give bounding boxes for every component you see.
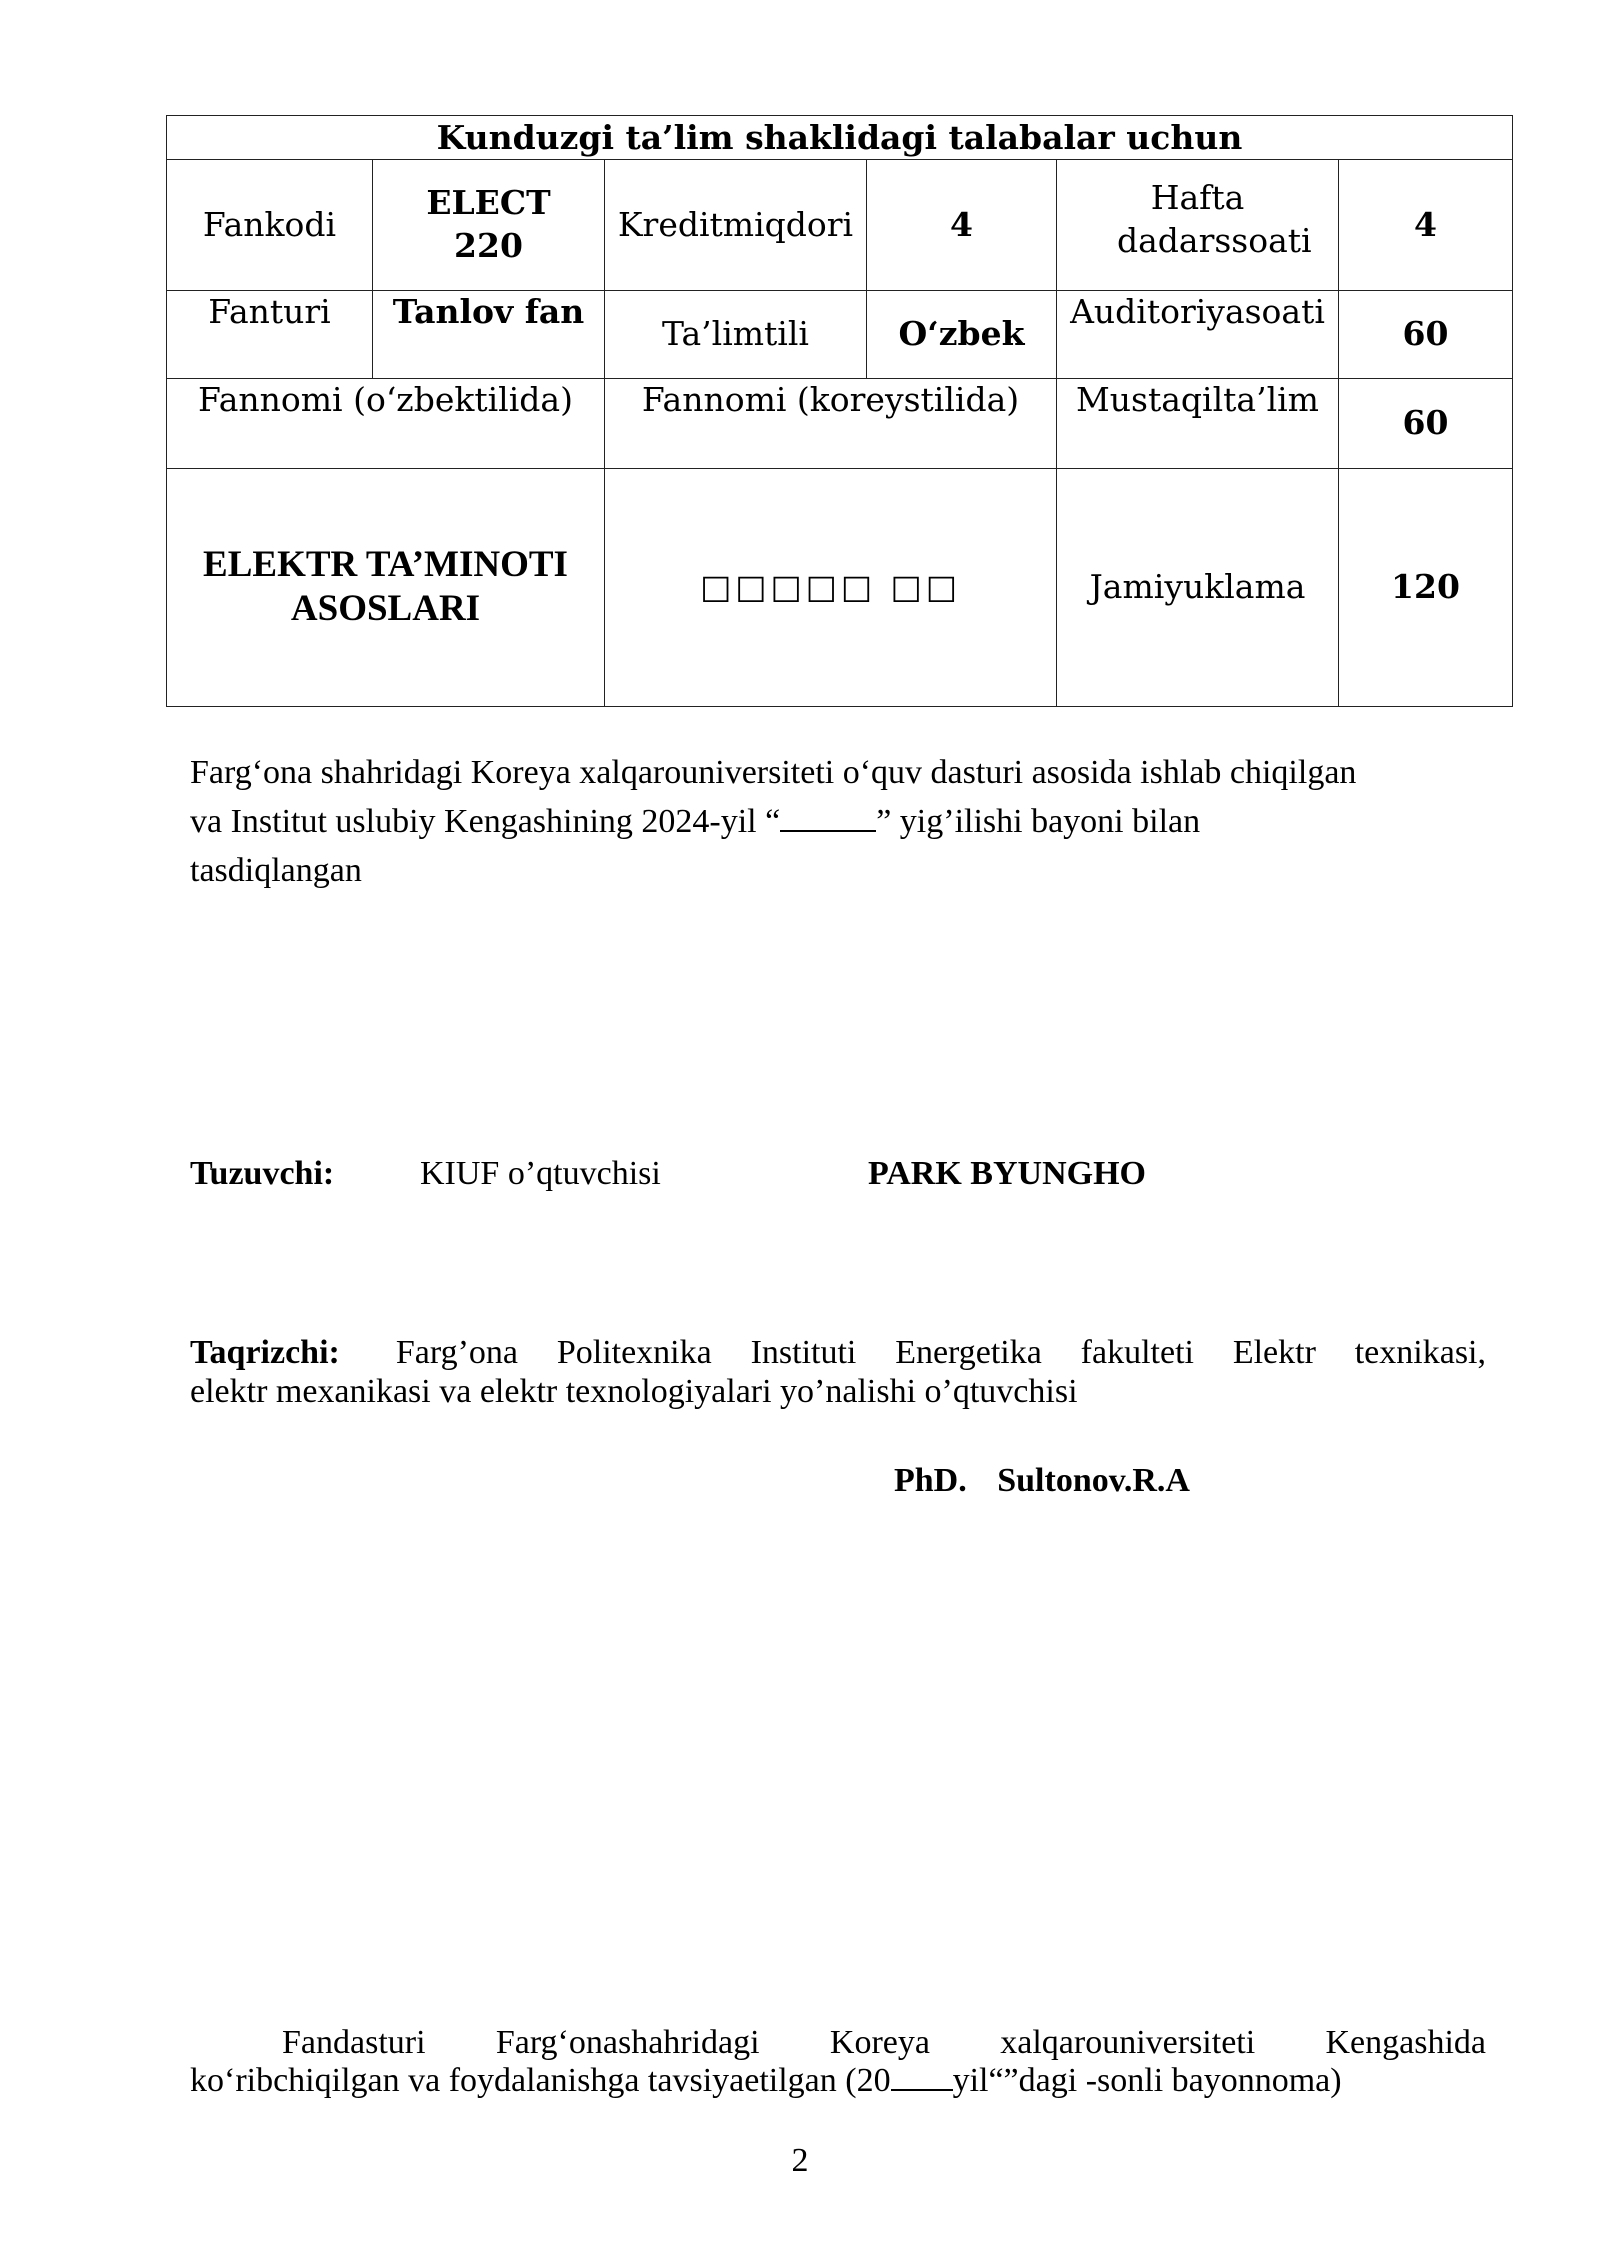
course-type-value: Tanlov fan — [373, 291, 605, 379]
credit-label: Kreditmiqdori — [605, 160, 867, 291]
compiler-name: PARK BYUNGHO — [868, 1155, 1146, 1192]
course-code-label: Fankodi — [167, 160, 373, 291]
page-number: 2 — [791, 2142, 809, 2179]
footer-line-1: Fandasturi Farg‘onashahridagi Koreya xalqarouniversiteti Kengashida — [282, 2024, 1486, 2061]
footer-line-2: ko‘ribchiqilgan va foydalanishga tavsiyaetilgan (20 yil“”dagi -sonli bayonnoma) — [190, 2062, 1342, 2099]
compiler-line — [190, 1149, 1146, 1198]
compiler-label: Tuzuvchi: — [190, 1155, 335, 1192]
total-load-label: Jamiyuklama — [1057, 468, 1339, 706]
course-code-value: ELECT 220 — [373, 160, 605, 291]
approval-line-1: Farg‘ona shahridagi Koreya xalqarouniversiteti o‘quv dasturi asosida ishlab chiqilgan — [190, 754, 1357, 791]
course-name-ko-value: □□□□□ □□ — [605, 468, 1057, 706]
reviewer-line-1 — [190, 1328, 1486, 1377]
auditorium-hours-value: 60 — [1339, 291, 1513, 379]
approval-line-2: va Institut uslubiy Kengashining 2024-yil “ ” yig’ilishi bayoni bilan — [190, 803, 1201, 840]
credit-value: 4 — [867, 160, 1057, 291]
date-blank — [780, 830, 876, 832]
total-load-value: 120 — [1339, 468, 1513, 706]
course-name-uz-value: ELEKTR TA’MINOTI ASOSLARI — [167, 468, 605, 706]
approval-line-3: tasdiqlangan — [190, 852, 362, 889]
reviewer-name: Sultonov.R.A — [997, 1462, 1190, 1499]
reviewer-degree: PhD. — [894, 1462, 967, 1499]
course-type-label: Fanturi — [167, 291, 373, 379]
compiler-role: KIUF o’qtuvchisi — [420, 1155, 661, 1192]
reviewer-affiliation-2: elektr mexanikasi va elektr texnologiyalari yo’nalishi o’qtuvchisi — [190, 1373, 1078, 1410]
table-header: Kunduzgi ta’lim shaklidagi talabalar uchun — [167, 116, 1513, 160]
reviewer-name-line — [894, 1456, 1190, 1505]
course-name-uz-label: Fannomi (o‘zbektilida) — [167, 379, 605, 468]
language-value: O‘zbek — [867, 291, 1057, 379]
auditorium-hours-label: Auditoriyasoati — [1057, 291, 1339, 379]
year-blank — [891, 2089, 953, 2091]
language-label: Ta’limtili — [605, 291, 867, 379]
weekly-hours-value: 4 — [1339, 160, 1513, 291]
self-study-label: Mustaqilta’lim — [1057, 379, 1339, 468]
reviewer-affiliation-1: Farg’ona Politexnika Instituti Energetika fakulteti Elektr texnikasi, — [395, 1334, 1486, 1371]
self-study-value: 60 — [1339, 379, 1513, 468]
reviewer-label: Taqrizchi: — [190, 1334, 340, 1371]
weekly-hours-label: Hafta dadarssoati — [1057, 160, 1339, 291]
course-name-ko-label: Fannomi (koreystilida) — [605, 379, 1057, 468]
approval-paragraph — [190, 748, 1490, 895]
course-info-table — [166, 115, 1513, 707]
